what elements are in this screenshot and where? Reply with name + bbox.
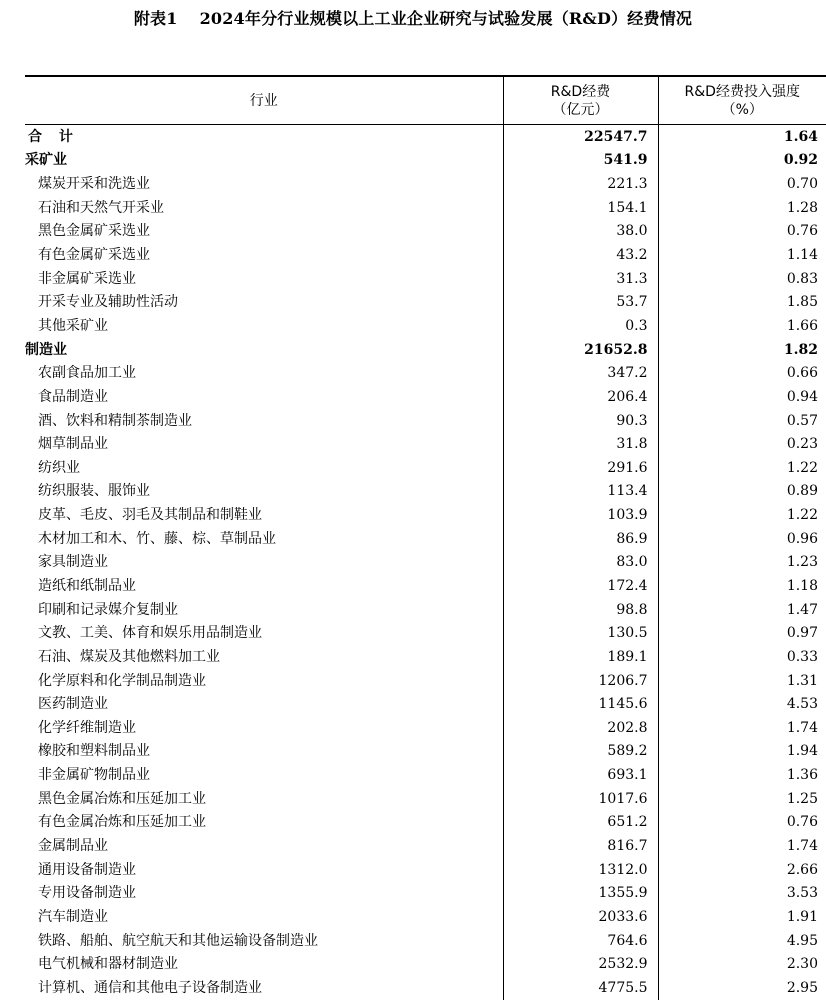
rd-expenditure-cell: 1017.6 xyxy=(503,787,658,811)
rd-expenditure-cell: 2532.9 xyxy=(503,952,658,976)
table-row xyxy=(25,338,826,362)
table-row xyxy=(25,882,826,906)
table-row xyxy=(25,834,826,858)
rd-intensity-cell: 1.18 xyxy=(658,574,826,598)
page-title: 附表1 2024年分行业规模以上工业企业研究与试验发展（R&D）经费情况 xyxy=(0,6,826,29)
rd-expenditure-cell: 206.4 xyxy=(503,385,658,409)
header-industry xyxy=(25,76,503,125)
table-row xyxy=(25,361,826,385)
rd-intensity-cell: 1.85 xyxy=(658,290,826,314)
table-row xyxy=(25,716,826,740)
rd-intensity-cell: 1.22 xyxy=(658,503,826,527)
rd-intensity-cell: 2.30 xyxy=(658,952,826,976)
table-row xyxy=(25,503,826,527)
rd-intensity-cell: 0.89 xyxy=(658,480,826,504)
industry-name-cell: 采矿业 xyxy=(25,149,503,173)
rd-intensity-cell: 1.74 xyxy=(658,834,826,858)
table-row xyxy=(25,669,826,693)
table-row xyxy=(25,740,826,764)
industry-name-cell: 纺织业 xyxy=(25,456,503,480)
table-row xyxy=(25,385,826,409)
rd-expenditure-cell: 21652.8 xyxy=(503,338,658,362)
rd-expenditure-cell: 221.3 xyxy=(503,172,658,196)
rd-expenditure-cell: 764.6 xyxy=(503,929,658,953)
rd-intensity-cell: 1.31 xyxy=(658,669,826,693)
rd-expenditure-cell: 1312.0 xyxy=(503,858,658,882)
rd-intensity-cell: 0.57 xyxy=(658,409,826,433)
industry-name-cell: 医药制造业 xyxy=(25,692,503,716)
table-row xyxy=(25,598,826,622)
industry-name-cell: 木材加工和木、竹、藤、棕、草制品业 xyxy=(25,527,503,551)
table-row xyxy=(25,314,826,338)
industry-name-cell: 印刷和记录媒介复制业 xyxy=(25,598,503,622)
table-row xyxy=(25,811,826,835)
rd-intensity-cell: 1.64 xyxy=(658,125,826,149)
rd-expenditure-cell: 4775.5 xyxy=(503,976,658,1000)
rd-expenditure-cell: 816.7 xyxy=(503,834,658,858)
table-row xyxy=(25,172,826,196)
rd-intensity-cell: 0.94 xyxy=(658,385,826,409)
rd-expenditure-table xyxy=(25,75,826,1000)
rd-intensity-cell: 0.33 xyxy=(658,645,826,669)
rd-intensity-cell: 0.66 xyxy=(658,361,826,385)
rd-expenditure-cell: 1145.6 xyxy=(503,692,658,716)
rd-expenditure-cell: 202.8 xyxy=(503,716,658,740)
industry-name-cell: 开采专业及辅助性活动 xyxy=(25,290,503,314)
rd-intensity-cell: 1.22 xyxy=(658,456,826,480)
table-row xyxy=(25,196,826,220)
industry-name-cell: 化学原料和化学制品制造业 xyxy=(25,669,503,693)
rd-expenditure-cell: 1206.7 xyxy=(503,669,658,693)
table-row xyxy=(25,409,826,433)
rd-intensity-cell: 0.76 xyxy=(658,220,826,244)
rd-expenditure-cell: 693.1 xyxy=(503,763,658,787)
industry-name-cell: 通用设备制造业 xyxy=(25,858,503,882)
industry-name-cell: 化学纤维制造业 xyxy=(25,716,503,740)
table-row xyxy=(25,645,826,669)
rd-intensity-cell: 2.95 xyxy=(658,976,826,1000)
rd-expenditure-cell: 347.2 xyxy=(503,361,658,385)
industry-name-cell: 非金属矿采选业 xyxy=(25,267,503,291)
table-body xyxy=(25,125,826,1000)
table-row xyxy=(25,149,826,173)
industry-name-cell: 黑色金属冶炼和压延加工业 xyxy=(25,787,503,811)
industry-name-cell: 铁路、船舶、航空航天和其他运输设备制造业 xyxy=(25,929,503,953)
industry-name-cell: 制造业 xyxy=(25,338,503,362)
rd-expenditure-cell: 0.3 xyxy=(503,314,658,338)
table-row xyxy=(25,929,826,953)
header-intensity-unit: （%） xyxy=(659,101,826,119)
industry-name-cell: 石油和天然气开采业 xyxy=(25,196,503,220)
rd-expenditure-cell: 2033.6 xyxy=(503,905,658,929)
rd-intensity-cell: 1.14 xyxy=(658,243,826,267)
industry-name-cell: 家具制造业 xyxy=(25,551,503,575)
header-intensity-label: R&D经费投入强度 xyxy=(659,83,826,101)
rd-intensity-cell: 1.36 xyxy=(658,763,826,787)
rd-expenditure-cell: 589.2 xyxy=(503,740,658,764)
table-row xyxy=(25,952,826,976)
industry-name-cell: 电气机械和器材制造业 xyxy=(25,952,503,976)
rd-expenditure-cell: 541.9 xyxy=(503,149,658,173)
rd-expenditure-cell: 291.6 xyxy=(503,456,658,480)
table-row xyxy=(25,692,826,716)
industry-name-cell: 有色金属冶炼和压延加工业 xyxy=(25,811,503,835)
rd-intensity-cell: 1.91 xyxy=(658,905,826,929)
industry-name-cell: 其他采矿业 xyxy=(25,314,503,338)
rd-expenditure-cell: 38.0 xyxy=(503,220,658,244)
rd-intensity-cell: 0.96 xyxy=(658,527,826,551)
table-row xyxy=(25,267,826,291)
table-row xyxy=(25,243,826,267)
industry-name-cell: 黑色金属矿采选业 xyxy=(25,220,503,244)
industry-name-cell: 橡胶和塑料制品业 xyxy=(25,740,503,764)
rd-intensity-cell: 1.25 xyxy=(658,787,826,811)
rd-intensity-cell: 0.76 xyxy=(658,811,826,835)
industry-name-cell: 非金属矿物制品业 xyxy=(25,763,503,787)
table-row xyxy=(25,905,826,929)
rd-expenditure-cell: 31.8 xyxy=(503,432,658,456)
rd-expenditure-cell: 113.4 xyxy=(503,480,658,504)
rd-expenditure-cell: 130.5 xyxy=(503,621,658,645)
table-row xyxy=(25,574,826,598)
industry-name-cell: 酒、饮料和精制茶制造业 xyxy=(25,409,503,433)
industry-name-cell: 文教、工美、体育和娱乐用品制造业 xyxy=(25,621,503,645)
rd-intensity-cell: 0.70 xyxy=(658,172,826,196)
industry-name-cell: 食品制造业 xyxy=(25,385,503,409)
rd-expenditure-cell: 22547.7 xyxy=(503,125,658,149)
rd-intensity-cell: 1.47 xyxy=(658,598,826,622)
rd-intensity-cell: 0.97 xyxy=(658,621,826,645)
header-rd-label: R&D经费 xyxy=(504,83,658,101)
table-row xyxy=(25,290,826,314)
table-row xyxy=(25,976,826,1000)
rd-expenditure-cell: 103.9 xyxy=(503,503,658,527)
industry-name-cell: 计算机、通信和其他电子设备制造业 xyxy=(25,976,503,1000)
industry-name-cell: 专用设备制造业 xyxy=(25,882,503,906)
rd-intensity-cell: 2.66 xyxy=(658,858,826,882)
table-row xyxy=(25,763,826,787)
rd-expenditure-cell: 90.3 xyxy=(503,409,658,433)
rd-expenditure-cell: 154.1 xyxy=(503,196,658,220)
table-row xyxy=(25,858,826,882)
industry-name-cell: 农副食品加工业 xyxy=(25,361,503,385)
table-row xyxy=(25,480,826,504)
table-row xyxy=(25,125,826,149)
rd-expenditure-cell: 651.2 xyxy=(503,811,658,835)
industry-name-cell: 金属制品业 xyxy=(25,834,503,858)
rd-intensity-cell: 4.95 xyxy=(658,929,826,953)
table-header-row xyxy=(25,76,826,125)
industry-name-cell: 煤炭开采和洗选业 xyxy=(25,172,503,196)
rd-intensity-cell: 1.74 xyxy=(658,716,826,740)
header-rd-intensity xyxy=(658,76,826,125)
rd-intensity-cell: 1.66 xyxy=(658,314,826,338)
table-row xyxy=(25,551,826,575)
header-industry-label: 行业 xyxy=(250,93,278,109)
table-row xyxy=(25,787,826,811)
rd-expenditure-cell: 53.7 xyxy=(503,290,658,314)
rd-expenditure-cell: 189.1 xyxy=(503,645,658,669)
table-row xyxy=(25,456,826,480)
table-row xyxy=(25,621,826,645)
industry-name-cell: 皮革、毛皮、羽毛及其制品和制鞋业 xyxy=(25,503,503,527)
industry-name-cell: 合 计 xyxy=(25,125,503,149)
industry-name-cell: 有色金属矿采选业 xyxy=(25,243,503,267)
rd-intensity-cell: 0.92 xyxy=(658,149,826,173)
industry-name-cell: 纺织服装、服饰业 xyxy=(25,480,503,504)
rd-expenditure-cell: 43.2 xyxy=(503,243,658,267)
rd-expenditure-cell: 98.8 xyxy=(503,598,658,622)
rd-intensity-cell: 1.82 xyxy=(658,338,826,362)
rd-intensity-cell: 1.23 xyxy=(658,551,826,575)
rd-expenditure-cell: 86.9 xyxy=(503,527,658,551)
rd-expenditure-cell: 83.0 xyxy=(503,551,658,575)
table-row xyxy=(25,527,826,551)
table-row xyxy=(25,220,826,244)
header-rd-expenditure xyxy=(503,76,658,125)
industry-name-cell: 汽车制造业 xyxy=(25,905,503,929)
rd-intensity-cell: 0.23 xyxy=(658,432,826,456)
industry-name-cell: 造纸和纸制品业 xyxy=(25,574,503,598)
rd-expenditure-cell: 1355.9 xyxy=(503,882,658,906)
rd-intensity-cell: 0.83 xyxy=(658,267,826,291)
header-rd-unit: （亿元） xyxy=(504,101,658,119)
industry-name-cell: 石油、煤炭及其他燃料加工业 xyxy=(25,645,503,669)
industry-name-cell: 烟草制品业 xyxy=(25,432,503,456)
rd-intensity-cell: 1.94 xyxy=(658,740,826,764)
rd-intensity-cell: 1.28 xyxy=(658,196,826,220)
rd-intensity-cell: 4.53 xyxy=(658,692,826,716)
rd-expenditure-cell: 31.3 xyxy=(503,267,658,291)
table-row xyxy=(25,432,826,456)
rd-expenditure-cell: 172.4 xyxy=(503,574,658,598)
rd-intensity-cell: 3.53 xyxy=(658,882,826,906)
